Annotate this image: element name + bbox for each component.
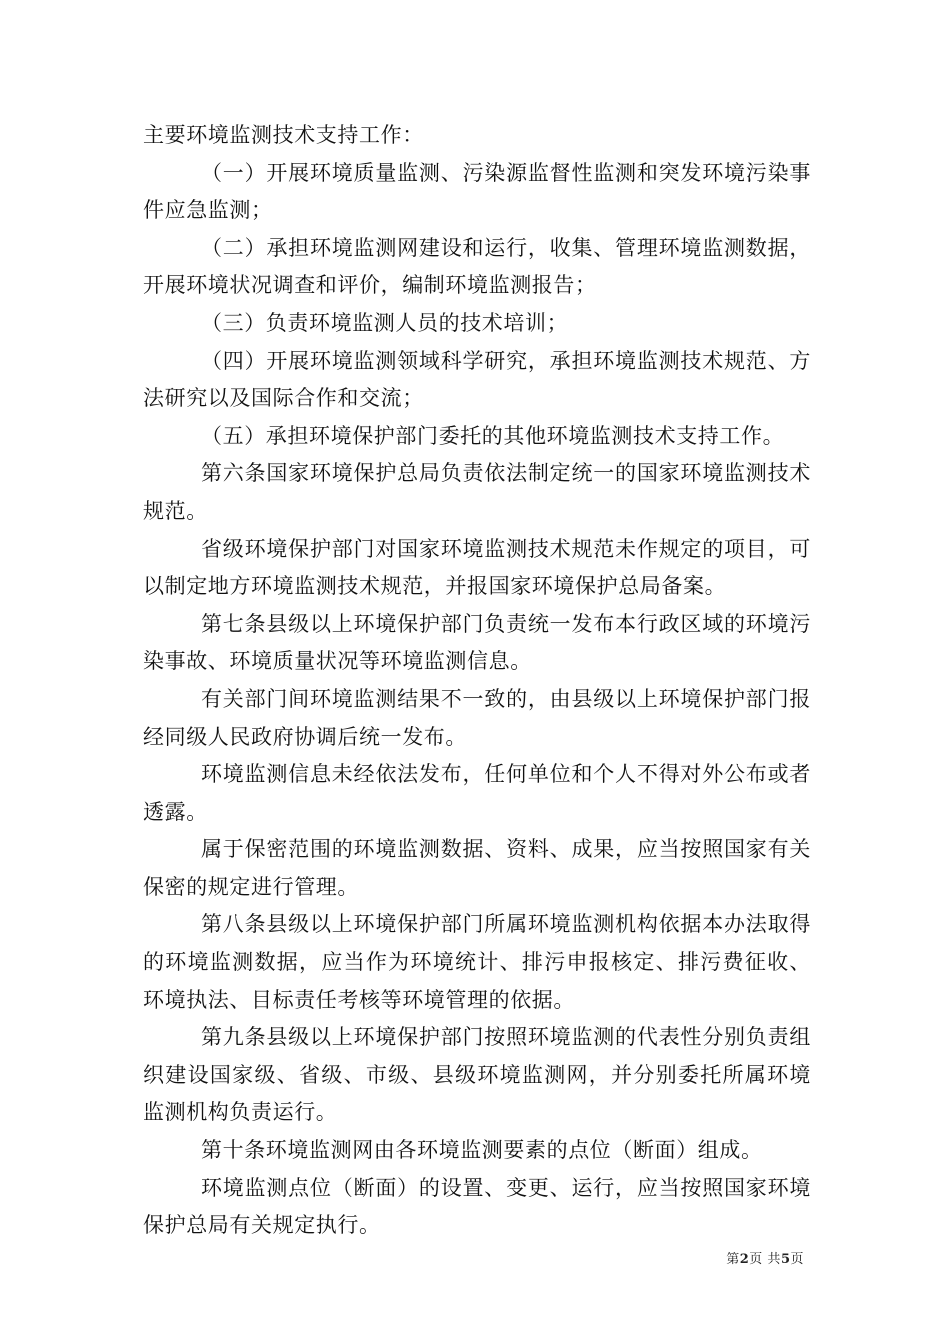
current-page-number: 2 bbox=[739, 1252, 750, 1267]
list-item: （五）承担环境保护部门委托的其他环境监测技术支持工作。 bbox=[201, 423, 785, 448]
total-page-number: 5 bbox=[780, 1252, 791, 1267]
paragraph: 有关部门间环境监测结果不一致的，由县级以上环境保护部门报经同级人民政府协调后统一发布。 bbox=[143, 686, 811, 749]
document-body bbox=[143, 117, 811, 1245]
paragraph: 第九条县级以上环境保护部门按照环境监测的代表性分别负责组织建设国家级、省级、市级、县级环境监测网，并分别委托所属环境监测机构负责运行。 bbox=[143, 1025, 811, 1125]
footer-middle: 页 共 bbox=[749, 1252, 781, 1267]
list-item: （四）开展环境监测领域科学研究，承担环境监测技术规范、方法研究以及国际合作和交流； bbox=[143, 348, 811, 411]
list-item: （二）承担环境监测网建设和运行，收集、管理环境监测数据，开展环境状况调查和评价，编制环境监测报告； bbox=[143, 235, 811, 298]
paragraph: 第七条县级以上环境保护部门负责统一发布本行政区域的环境污染事故、环境质量状况等环境监测信息。 bbox=[143, 611, 811, 674]
paragraph: 环境监测点位（断面）的设置、变更、运行，应当按照国家环境保护总局有关规定执行。 bbox=[143, 1175, 811, 1238]
paragraph: 第六条国家环境保护总局负责依法制定统一的国家环境监测技术规范。 bbox=[143, 461, 811, 523]
paragraph: 属于保密范围的环境监测数据、资料、成果，应当按照国家有关保密的规定进行管理。 bbox=[143, 837, 811, 899]
paragraph: 第十条环境监测网由各环境监测要素的点位（断面）组成。 bbox=[201, 1138, 763, 1163]
page-number-footer bbox=[726, 1248, 804, 1267]
paragraph: 环境监测信息未经依法发布，任何单位和个人不得对外公布或者透露。 bbox=[143, 762, 811, 824]
footer-prefix: 第 bbox=[726, 1252, 740, 1267]
paragraph: 主要环境监测技术支持工作： bbox=[143, 123, 424, 147]
list-item: （一）开展环境质量监测、污染源监督性监测和突发环境污染事件应急监测； bbox=[143, 160, 811, 223]
paragraph: 省级环境保护部门对国家环境监测技术规范未作规定的项目，可以制定地方环境监测技术规范，并报国家环境保护总局备案。 bbox=[143, 536, 811, 599]
list-item: （三）负责环境监测人员的技术培训； bbox=[201, 310, 569, 335]
footer-suffix: 页 bbox=[790, 1252, 804, 1267]
paragraph: 第八条县级以上环境保护部门所属环境监测机构依据本办法取得的环境监测数据，应当作为环境统计、排污申报核定、排污费征收、环境执法、目标责任考核等环境管理的依据。 bbox=[143, 912, 811, 1012]
